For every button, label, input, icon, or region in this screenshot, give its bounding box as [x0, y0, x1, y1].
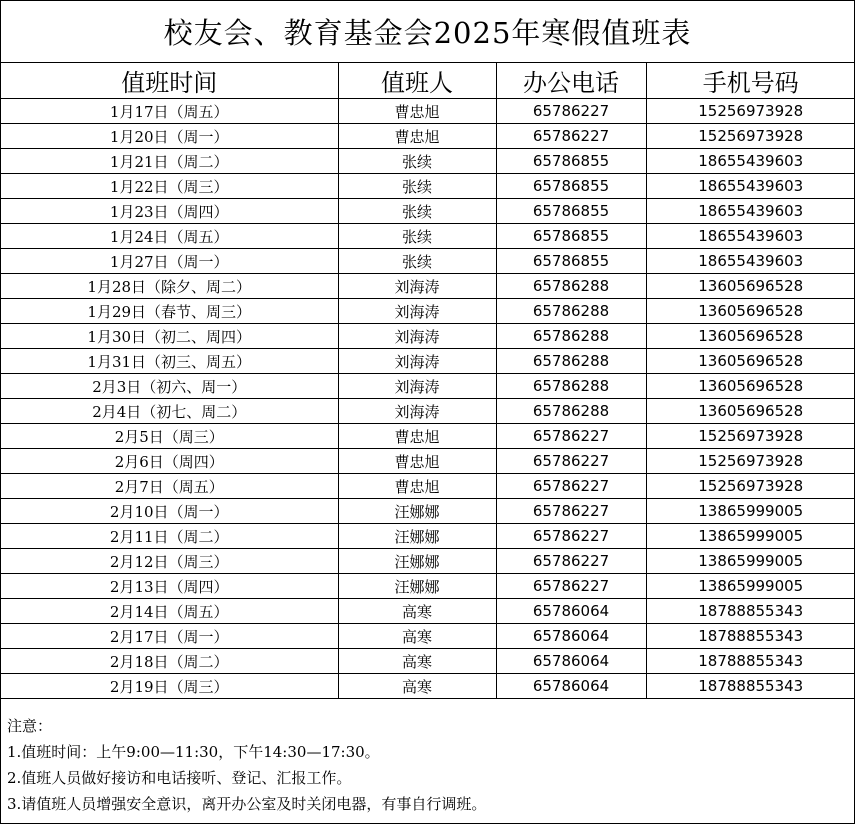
table-row [1, 149, 855, 174]
table-row [1, 249, 855, 274]
mobile-phone-cell: 13605696528 [646, 274, 855, 299]
office-phone-cell: 65786227 [496, 449, 646, 474]
duty-date-cell: 2月12日（周三） [1, 549, 338, 574]
office-phone-cell: 65786855 [496, 224, 646, 249]
table-row [1, 99, 855, 124]
mobile-phone-cell: 13605696528 [646, 374, 855, 399]
table-row [1, 524, 855, 549]
duty-date-cell: 1月23日（周四） [1, 199, 338, 224]
notes-heading: 注意： [7, 717, 53, 735]
mobile-phone-cell: 18788855343 [646, 624, 855, 649]
mobile-phone-cell: 18788855343 [646, 649, 855, 674]
office-phone-cell: 65786227 [496, 424, 646, 449]
mobile-phone-cell: 13605696528 [646, 299, 855, 324]
office-phone-cell: 65786855 [496, 199, 646, 224]
duty-date-cell: 1月21日（周二） [1, 149, 338, 174]
duty-date-cell: 1月27日（周一） [1, 249, 338, 274]
duty-date-cell: 2月14日（周五） [1, 599, 338, 624]
note-item: 1.值班时间：上午9:00—11:30，下午14:30—17:30。 [7, 743, 380, 761]
table-row [1, 124, 855, 149]
mobile-phone-cell: 18788855343 [646, 599, 855, 624]
header-duty-time: 值班时间 [1, 63, 338, 99]
office-phone-cell: 65786288 [496, 374, 646, 399]
office-phone-cell: 65786288 [496, 324, 646, 349]
table-row [1, 499, 855, 524]
duty-person-cell: 张续 [338, 174, 496, 199]
office-phone-cell: 65786855 [496, 249, 646, 274]
duty-person-cell: 刘海涛 [338, 399, 496, 424]
office-phone-cell: 65786227 [496, 549, 646, 574]
duty-person-cell: 汪娜娜 [338, 524, 496, 549]
mobile-phone-cell: 15256973928 [646, 99, 855, 124]
duty-person-cell: 高寒 [338, 674, 496, 699]
table-row [1, 399, 855, 424]
table-row [1, 174, 855, 199]
mobile-phone-cell: 18655439603 [646, 249, 855, 274]
header-office-phone: 办公电话 [496, 63, 646, 99]
office-phone-cell: 65786064 [496, 649, 646, 674]
mobile-phone-cell: 18655439603 [646, 199, 855, 224]
duty-person-cell: 汪娜娜 [338, 574, 496, 599]
duty-person-cell: 汪娜娜 [338, 549, 496, 574]
duty-date-cell: 1月24日（周五） [1, 224, 338, 249]
mobile-phone-cell: 13605696528 [646, 324, 855, 349]
office-phone-cell: 65786064 [496, 674, 646, 699]
notes-section [1, 699, 854, 817]
table-row [1, 299, 855, 324]
duty-date-cell: 2月11日（周二） [1, 524, 338, 549]
mobile-phone-cell: 13865999005 [646, 574, 855, 599]
office-phone-cell: 65786227 [496, 524, 646, 549]
duty-person-cell: 刘海涛 [338, 324, 496, 349]
duty-person-cell: 曹忠旭 [338, 474, 496, 499]
mobile-phone-cell: 13865999005 [646, 524, 855, 549]
office-phone-cell: 65786288 [496, 399, 646, 424]
duty-person-cell: 张续 [338, 199, 496, 224]
mobile-phone-cell: 18655439603 [646, 149, 855, 174]
schedule-title: 校友会、教育基金会2025年寒假值班表 [1, 0, 854, 63]
table-row [1, 474, 855, 499]
duty-person-cell: 高寒 [338, 599, 496, 624]
table-row [1, 549, 855, 574]
table-row [1, 274, 855, 299]
duty-date-cell: 1月20日（周一） [1, 124, 338, 149]
table-row [1, 324, 855, 349]
table-row [1, 449, 855, 474]
duty-person-cell: 汪娜娜 [338, 499, 496, 524]
note-item: 3.请值班人员增强安全意识，离开办公室及时关闭电器，有事自行调班。 [7, 795, 487, 813]
table-row [1, 599, 855, 624]
mobile-phone-cell: 18788855343 [646, 674, 855, 699]
header-row [1, 63, 855, 99]
duty-table [1, 63, 855, 699]
duty-date-cell: 1月31日（初三、周五） [1, 349, 338, 374]
table-row [1, 624, 855, 649]
duty-person-cell: 张续 [338, 249, 496, 274]
duty-person-cell: 刘海涛 [338, 349, 496, 374]
office-phone-cell: 65786227 [496, 474, 646, 499]
table-row [1, 674, 855, 699]
table-row [1, 574, 855, 599]
table-row [1, 199, 855, 224]
mobile-phone-cell: 15256973928 [646, 124, 855, 149]
office-phone-cell: 65786288 [496, 299, 646, 324]
duty-date-cell: 2月3日（初六、周一） [1, 374, 338, 399]
duty-person-cell: 曹忠旭 [338, 124, 496, 149]
duty-date-cell: 1月22日（周三） [1, 174, 338, 199]
duty-person-cell: 曹忠旭 [338, 449, 496, 474]
office-phone-cell: 65786288 [496, 274, 646, 299]
table-row [1, 224, 855, 249]
office-phone-cell: 65786227 [496, 499, 646, 524]
duty-date-cell: 2月10日（周一） [1, 499, 338, 524]
duty-person-cell: 刘海涛 [338, 274, 496, 299]
duty-date-cell: 2月17日（周一） [1, 624, 338, 649]
duty-date-cell: 2月7日（周五） [1, 474, 338, 499]
duty-date-cell: 1月17日（周五） [1, 99, 338, 124]
office-phone-cell: 65786855 [496, 174, 646, 199]
duty-person-cell: 曹忠旭 [338, 424, 496, 449]
header-mobile-phone: 手机号码 [646, 63, 855, 99]
office-phone-cell: 65786227 [496, 574, 646, 599]
mobile-phone-cell: 18655439603 [646, 224, 855, 249]
duty-date-cell: 1月30日（初二、周四） [1, 324, 338, 349]
office-phone-cell: 65786227 [496, 99, 646, 124]
duty-person-cell: 张续 [338, 149, 496, 174]
duty-date-cell: 1月28日（除夕、周二） [1, 274, 338, 299]
office-phone-cell: 65786855 [496, 149, 646, 174]
table-row [1, 374, 855, 399]
duty-person-cell: 刘海涛 [338, 299, 496, 324]
duty-person-cell: 高寒 [338, 649, 496, 674]
table-row [1, 649, 855, 674]
duty-date-cell: 2月5日（周三） [1, 424, 338, 449]
duty-person-cell: 曹忠旭 [338, 99, 496, 124]
duty-date-cell: 2月18日（周二） [1, 649, 338, 674]
duty-date-cell: 1月29日（春节、周三） [1, 299, 338, 324]
mobile-phone-cell: 15256973928 [646, 424, 855, 449]
note-item: 2.值班人员做好接访和电话接听、登记、汇报工作。 [7, 769, 352, 787]
duty-date-cell: 2月6日（周四） [1, 449, 338, 474]
mobile-phone-cell: 13605696528 [646, 349, 855, 374]
office-phone-cell: 65786227 [496, 124, 646, 149]
mobile-phone-cell: 13865999005 [646, 549, 855, 574]
duty-person-cell: 高寒 [338, 624, 496, 649]
mobile-phone-cell: 18655439603 [646, 174, 855, 199]
mobile-phone-cell: 13605696528 [646, 399, 855, 424]
office-phone-cell: 65786064 [496, 624, 646, 649]
office-phone-cell: 65786064 [496, 599, 646, 624]
office-phone-cell: 65786288 [496, 349, 646, 374]
duty-date-cell: 2月13日（周四） [1, 574, 338, 599]
mobile-phone-cell: 15256973928 [646, 449, 855, 474]
table-row [1, 349, 855, 374]
duty-date-cell: 2月4日（初七、周二） [1, 399, 338, 424]
duty-person-cell: 刘海涛 [338, 374, 496, 399]
table-row [1, 424, 855, 449]
duty-person-cell: 张续 [338, 224, 496, 249]
header-duty-person: 值班人 [338, 63, 496, 99]
duty-date-cell: 2月19日（周三） [1, 674, 338, 699]
mobile-phone-cell: 15256973928 [646, 474, 855, 499]
mobile-phone-cell: 13865999005 [646, 499, 855, 524]
